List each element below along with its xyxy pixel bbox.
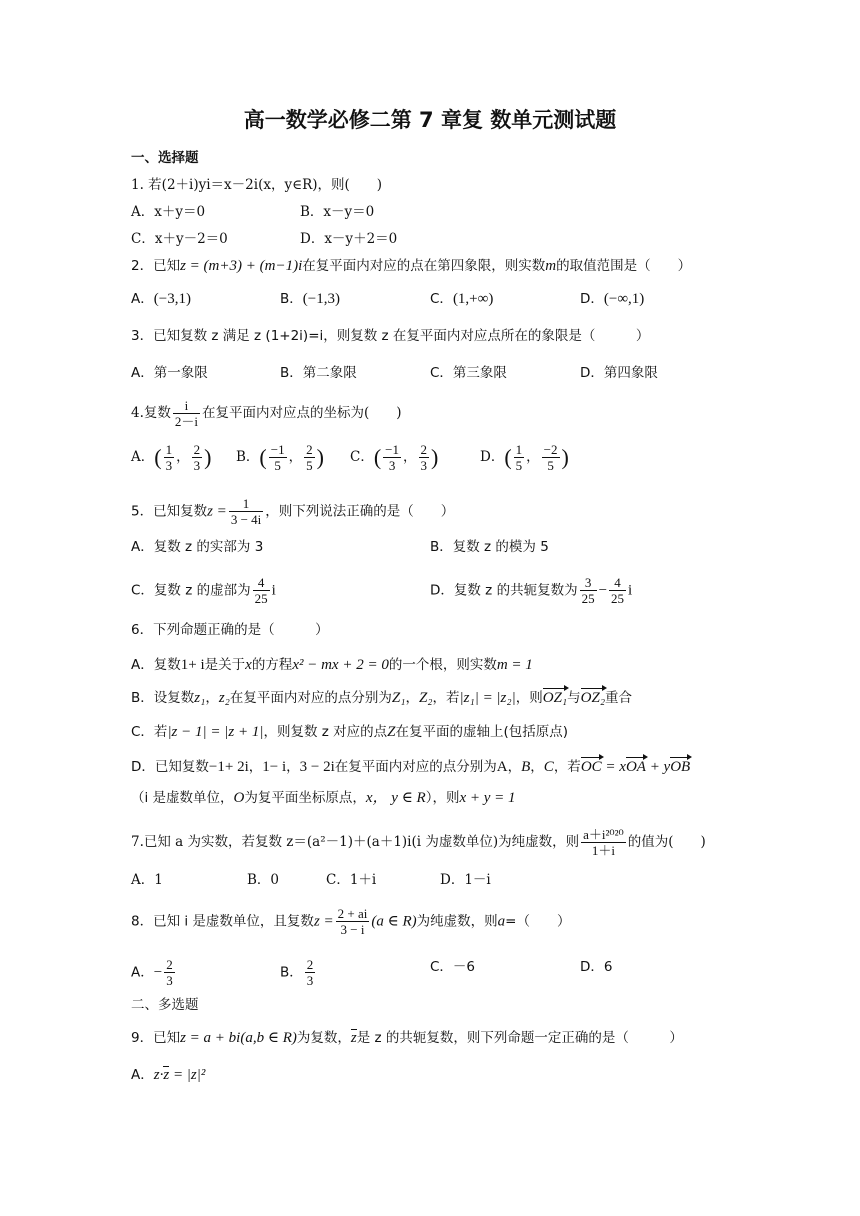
- q6-option-d: D．已知复数−1+ 2i，1− i，3 − 2i在复平面内对应的点分别为A，B，C，若OC = xOA + yOB: [131, 759, 691, 775]
- section-heading-choice: 一、选择题: [131, 150, 199, 166]
- question-8-stem: 8．已知 i 是虚数单位，且复数z = $\frac{2 + ai}{3 - i}$ (a ∈ R)为纯虚数，则a=（ ）: [131, 906, 571, 937]
- q1-option-a: A．x＋y＝0: [131, 204, 206, 220]
- q3-option-c: C．第三象限: [430, 365, 507, 381]
- q4-option-c: C．( $\frac{-1}{3}$ ， $\frac{2}{3}$ ): [350, 442, 439, 473]
- q4-option-d: D．( $\frac{1}{5}$ ， $\frac{-2}{5}$ ): [480, 442, 569, 473]
- q7-option-a: A．1: [131, 872, 163, 888]
- question-4-stem: 4.复数 $\frac{i}{2-i}$ 在复平面内对应点的坐标为( ): [131, 398, 402, 429]
- q7-option-b: B．0: [247, 872, 280, 888]
- page-title: 高一数学必修二第 7 章复 数单元测试题: [243, 108, 617, 132]
- q8-option-c: C．－6: [430, 959, 476, 975]
- question-1-stem: 1. 若(2＋i)yi＝x－2i(x，y∈R)，则( ): [131, 177, 383, 193]
- question-3-stem: 3．已知复数 z 满足 z (1+2i)=i，则复数 z 在复平面内对应点所在的象限是（ ）: [131, 328, 650, 344]
- q6-option-b: B．设复数z₁，z₂在复平面内对应的点分别为Z₁，Z₂，若|z₁| = |z₂|，则OZ₁与OZ₂重合: [131, 690, 633, 706]
- question-7-stem: 7.已知 a 为实数，若复数 z＝(a²－1)＋(a＋1)i(i 为虚数单位)为纯虚数，则 $\frac{\text{a＋i²⁰²⁰}}{1+i}$ 的值为( ): [131, 827, 706, 858]
- q5-option-b: B．复数 z 的模为 5: [430, 539, 549, 555]
- q8-option-d: D．6: [580, 959, 613, 975]
- q6-option-d-cont: （i 是虚数单位，O为复平面坐标原点，x， y ∈ R），则x + y = 1: [131, 790, 516, 806]
- question-9-stem: 9．已知z = a + bi(a,b ∈ R)为复数，z是 z 的共轭复数，则下列命题一定正确的是（ ）: [131, 1030, 683, 1046]
- q2-option-c: C．(1,+∞): [430, 291, 494, 307]
- question-5-stem: 5．已知复数z = $\frac{1}{3 - 4i}$ ，则下列说法正确的是（ ）: [131, 496, 455, 527]
- q3-option-d: D．第四象限: [580, 365, 658, 381]
- q4-option-a: A．( $\frac{1}{3}$ ， $\frac{2}{3}$ ): [131, 442, 212, 473]
- q7-option-d: D．1－i: [440, 872, 491, 888]
- q2-option-a: A．(−3,1): [131, 291, 191, 307]
- q8-option-a: A．− $\frac{2}{3}$: [131, 957, 173, 988]
- q1-option-d: D．x－y＋2＝0: [300, 231, 398, 247]
- q1-option-b: B．x－y＝0: [300, 204, 375, 220]
- q5-option-a: A．复数 z 的实部为 3: [131, 539, 264, 555]
- q6-option-c: C．若|z − 1| = |z + 1|，则复数 z 对应的点Z在复平面的虚轴上(包括原点): [131, 724, 569, 740]
- q5-option-d: D．复数 z 的共轭复数为 $\frac{3}{25}$ − $\frac{4}{25}$ i: [430, 575, 633, 606]
- q4-option-b: B．( $\frac{-1}{5}$ ， $\frac{2}{5}$ ): [236, 442, 324, 473]
- q2-option-d: D．(−∞,1): [580, 291, 645, 307]
- q3-option-a: A．第一象限: [131, 365, 208, 381]
- q9-option-a: A．z·z = |z|²: [131, 1067, 206, 1083]
- q6-option-a: A．复数1+ i是关于x的方程x² − mx + 2 = 0的一个根，则实数m = 1: [131, 657, 533, 673]
- section-heading-multi: 二、多选题: [131, 997, 199, 1013]
- q2-option-b: B．(−1,3): [280, 291, 340, 307]
- q5-option-c: C．复数 z 的虚部为 $\frac{4}{25}$ i: [131, 575, 276, 606]
- q1-option-c: C．x＋y－2＝0: [131, 231, 228, 247]
- q3-option-b: B．第二象限: [280, 365, 357, 381]
- q2-formula: z = (m+3) + (m−1)i: [180, 258, 303, 274]
- question-6-stem: 6．下列命题正确的是（ ）: [131, 622, 329, 638]
- q7-option-c: C．1＋i: [326, 872, 377, 888]
- question-2-stem: 2．已知z = (m+3) + (m−1)i在复平面内对应的点在第四象限，则实数m的取值范围是（ ）: [131, 258, 692, 274]
- q8-option-b: B． $\frac{2}{3}$: [280, 957, 314, 988]
